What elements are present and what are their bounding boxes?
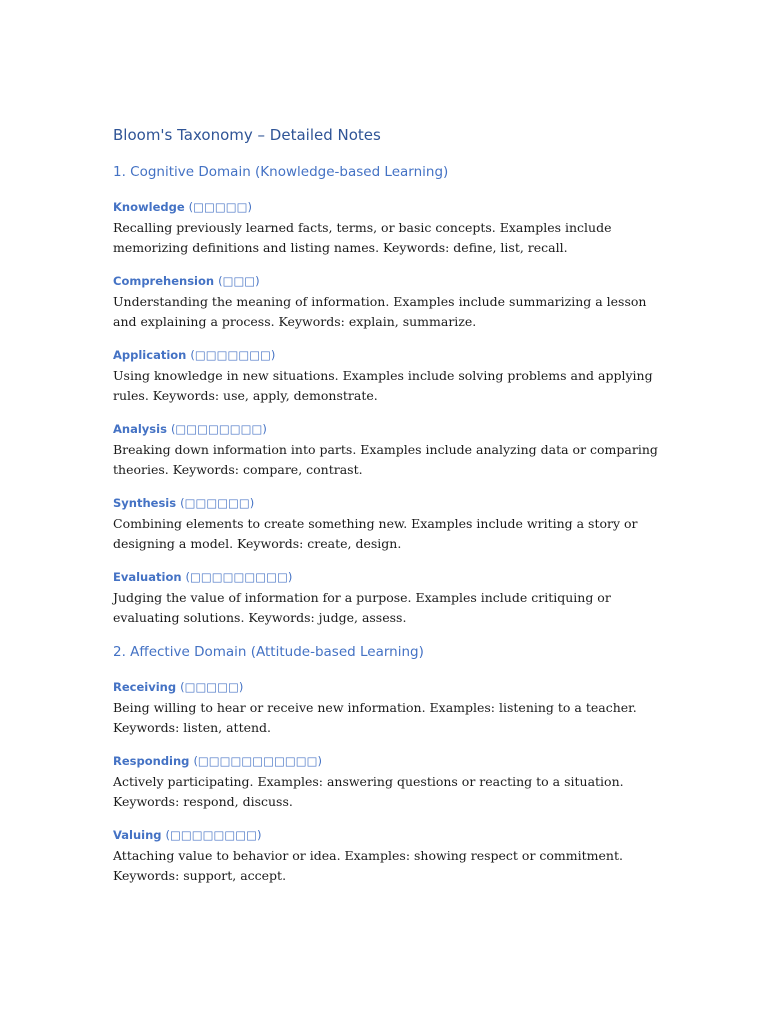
term-name: Valuing (113, 828, 162, 842)
term-gloss: (□□□□□□□□) (170, 422, 267, 436)
term-gloss: (□□□) (218, 274, 260, 288)
term-name: Evaluation (113, 570, 182, 584)
term-name: Application (113, 348, 187, 362)
term-name: Synthesis (113, 496, 177, 510)
term-name: Comprehension (113, 274, 215, 288)
term-name: Analysis (113, 422, 167, 436)
term-description: Combining elements to create something new. Examples include writing a story or designing a model. Keywords: create, design. (113, 516, 638, 551)
term-gloss: (□□□□□) (188, 200, 252, 214)
term-gloss: (□□□□□□□) (190, 348, 276, 362)
section-affective-domain (113, 642, 658, 886)
term-heading (113, 272, 658, 290)
term-heading (113, 494, 658, 512)
term-evaluation (113, 568, 658, 628)
term-receiving (113, 678, 658, 738)
term-name: Responding (113, 754, 190, 768)
section-heading: 2. Affective Domain (Attitude-based Learning) (113, 644, 424, 660)
term-description: Breaking down information into parts. Examples include analyzing data or comparing theories. Keywords: compare, contrast. (113, 442, 658, 477)
term-synthesis (113, 494, 658, 554)
term-name: Receiving (113, 680, 177, 694)
term-gloss: (□□□□□□□□) (165, 828, 262, 842)
term-analysis (113, 420, 658, 480)
term-heading (113, 678, 658, 696)
section-heading: 1. Cognitive Domain (Knowledge-based Learning) (113, 164, 449, 180)
term-heading (113, 568, 658, 586)
term-description: Being willing to hear or receive new information. Examples: listening to a teacher. Keywords: listen, attend. (113, 700, 637, 735)
term-gloss: (□□□□□) (180, 680, 244, 694)
term-responding (113, 752, 658, 812)
term-description: Attaching value to behavior or idea. Examples: showing respect or commitment. Keywords: support, accept. (113, 848, 623, 883)
document-page (113, 124, 658, 900)
term-description: Actively participating. Examples: answering questions or reacting to a situation. Keywords: respond, discuss. (113, 774, 624, 809)
term-heading (113, 752, 658, 770)
term-description: Recalling previously learned facts, terms, or basic concepts. Examples include memorizing definitions and listing names. Keywords: define, list, recall. (113, 220, 612, 255)
term-application (113, 346, 658, 406)
term-description: Understanding the meaning of information. Examples include summarizing a lesson and explaining a process. Keywords: explain, summarize. (113, 294, 647, 329)
term-description: Using knowledge in new situations. Examples include solving problems and applying rules. Keywords: use, apply, demonstrate. (113, 368, 653, 403)
term-heading (113, 346, 658, 364)
term-comprehension (113, 272, 658, 332)
term-knowledge (113, 198, 658, 258)
term-gloss: (□□□□□□□□□) (185, 570, 293, 584)
document-title: Bloom's Taxonomy – Detailed Notes (113, 126, 381, 144)
term-heading (113, 420, 658, 438)
term-name: Knowledge (113, 200, 185, 214)
term-valuing (113, 826, 658, 886)
term-description: Judging the value of information for a purpose. Examples include critiquing or evaluating solutions. Keywords: judge, assess. (113, 590, 611, 625)
term-heading (113, 198, 658, 216)
term-heading (113, 826, 658, 844)
section-cognitive-domain (113, 162, 658, 628)
term-gloss: (□□□□□□□□□□□) (193, 754, 322, 768)
term-gloss: (□□□□□□) (180, 496, 255, 510)
